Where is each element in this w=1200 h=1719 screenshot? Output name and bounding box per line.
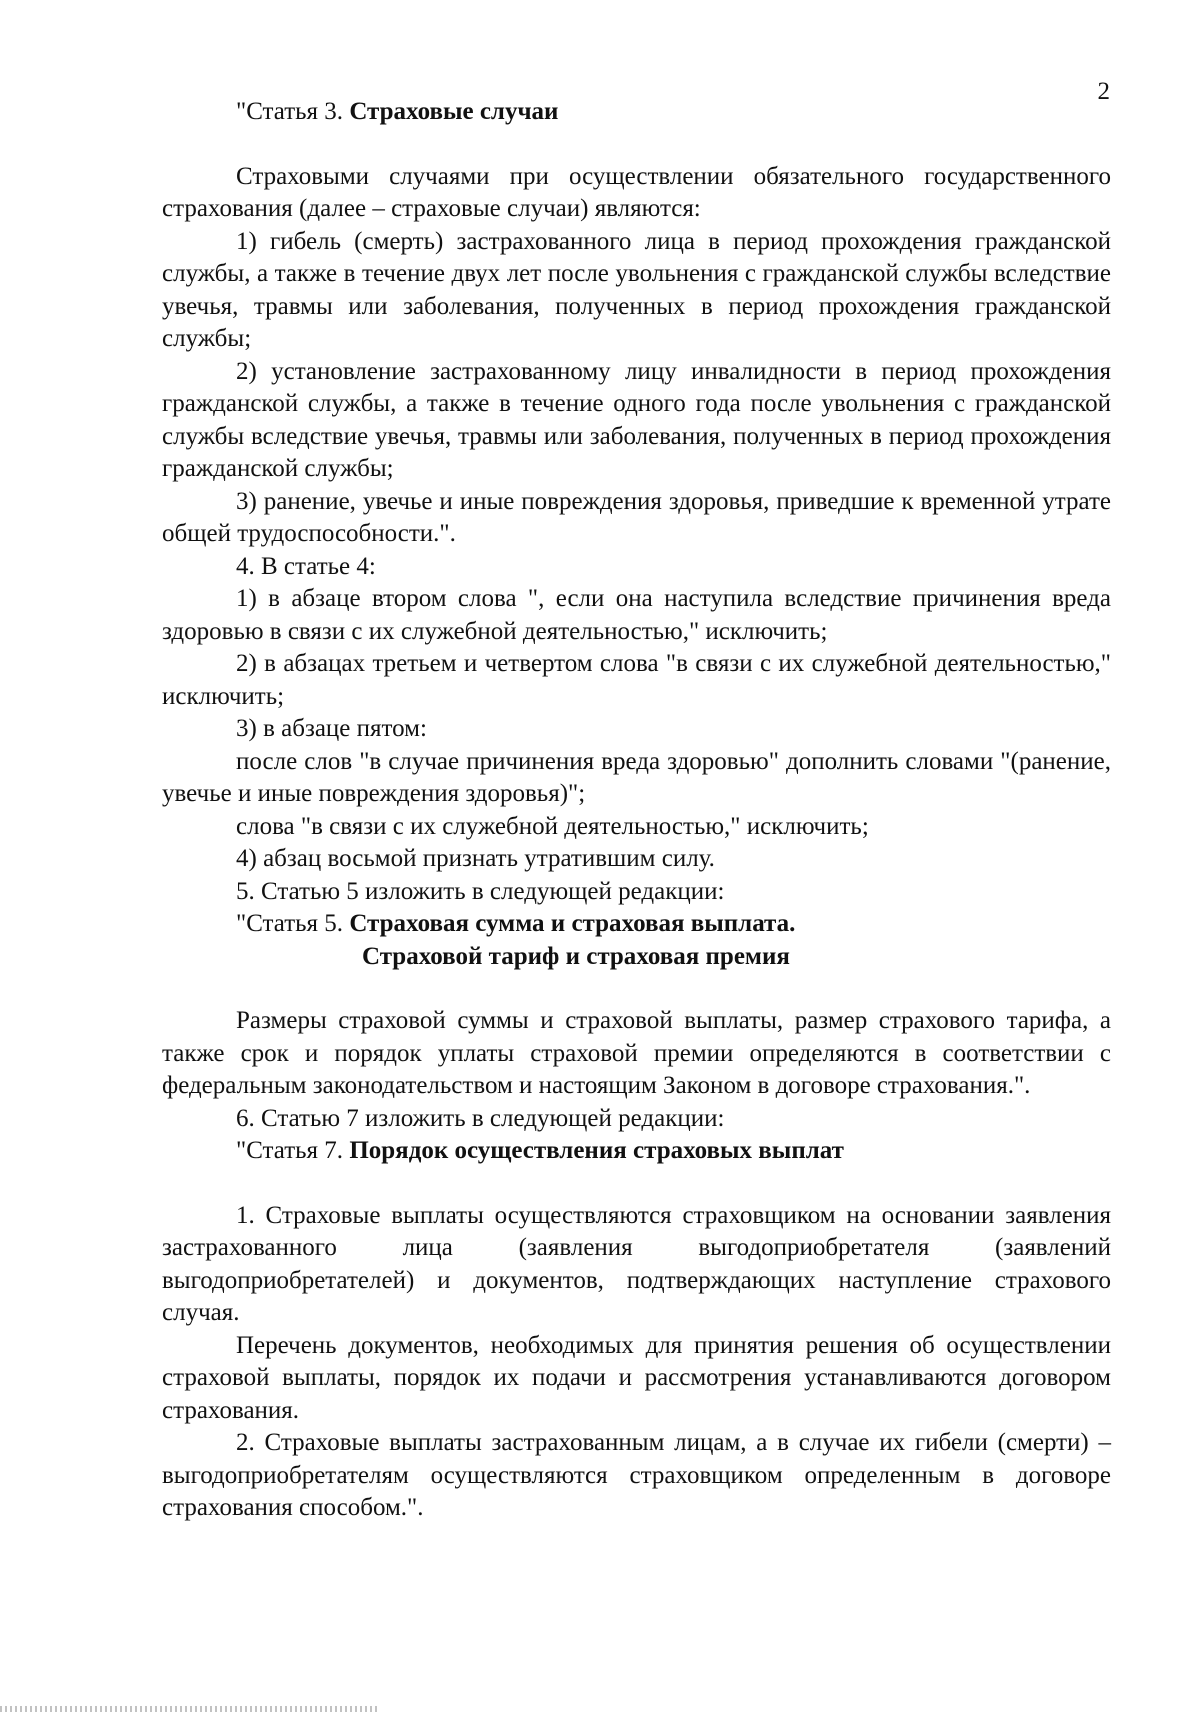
- amendment-4-item-3-sub-1: после слов "в случае причинения вреда здоровью" дополнить словами "(ранение, увечье и иные повреждения здоровья)";: [162, 747, 1111, 807]
- article-7-paragraph-3: 2. Страховые выплаты застрахованным лицам, а в случае их гибели (смерти) – выгодоприобретателям осуществляются страховщиком определенным в договоре страхования способом.".: [162, 1429, 1111, 1521]
- article-5-heading-title-line-1: Страховая сумма и страховая выплата.: [349, 910, 796, 937]
- article-3-intro: Страховыми случаями при осуществлении обязательного государственного страхования (далее – страховые случаи) являются:: [162, 162, 1111, 222]
- amendment-4-item-2: 2) в абзацах третьем и четвертом слова "в связи с их служебной деятельностью," исключить;: [162, 650, 1111, 710]
- amendment-4-lead: 4. В статье 4:: [236, 552, 376, 580]
- page-number: 2: [1097, 78, 1110, 105]
- article-3-heading-title: Страховые случаи: [349, 98, 559, 125]
- article-5-heading-title-line-2: Страховой тариф и страховая премия: [362, 942, 790, 970]
- article-3-heading: [162, 96, 1111, 129]
- article-3-heading-prefix: "Статья 3.: [236, 98, 350, 125]
- spacer: [162, 973, 1111, 1005]
- scan-edge-artifact: [0, 1706, 380, 1712]
- article-3-item-1: 1) гибель (смерть) застрахованного лица в период прохождения гражданской службы, а также в течение двух лет после увольнения с гражданской службы вследствие увечья, травмы или заболевания, полученных в период прохождения гражданской службы;: [162, 227, 1111, 352]
- article-7-heading: [162, 1135, 1111, 1168]
- amendment-4-item-1: 1) в абзаце втором слова ", если она наступила вследствие причинения вреда здоровью в связи с их служебной деятельностью," исключить;: [162, 585, 1111, 645]
- article-3-item-3: 3) ранение, увечье и иные повреждения здоровья, приведшие к временной утрате общей трудоспособности.".: [162, 487, 1111, 547]
- article-7-heading-title: Порядок осуществления страховых выплат: [349, 1137, 844, 1164]
- amendment-5-lead: 5. Статью 5 изложить в следующей редакции:: [236, 877, 725, 905]
- article-7-paragraph-1: 1. Страховые выплаты осуществляются страховщиком на основании заявления застрахованного лица (заявления выгодоприобретателя (заявлений выгодоприобретателей) и документов, подтверждающих наступление страхового случая.: [162, 1201, 1111, 1326]
- spacer: [162, 1168, 1111, 1200]
- document-body: [162, 96, 1111, 1525]
- article-3-item-2: 2) установление застрахованному лицу инвалидности в период прохождения гражданской службы, а также в течение одного года после увольнения с гражданской службы вследствие увечья, травмы или заболевания, полученных в период прохождения гражданской службы;: [162, 357, 1111, 482]
- article-7-heading-prefix: "Статья 7.: [236, 1137, 350, 1164]
- article-5-body: Размеры страховой суммы и страховой выплаты, размер страхового тарифа, а также срок и порядок уплаты страховой премии определяются в соответствии с федеральным законодательством и настоящим Законом в договоре страхования.".: [162, 1007, 1111, 1099]
- article-5-heading-prefix: "Статья 5.: [236, 910, 350, 937]
- article-5-heading: [162, 908, 1111, 941]
- amendment-4-item-3: 3) в абзаце пятом:: [236, 715, 427, 742]
- amendment-6-lead: 6. Статью 7 изложить в следующей редакции:: [236, 1104, 725, 1132]
- amendment-4-item-3-sub-2: слова "в связи с их служебной деятельностью," исключить;: [236, 812, 869, 840]
- spacer: [162, 129, 1111, 161]
- article-7-paragraph-2: Перечень документов, необходимых для принятия решения об осуществлении страховой выплаты, порядок их подачи и рассмотрения устанавливаются договором страхования.: [162, 1331, 1111, 1424]
- amendment-4-item-4: 4) абзац восьмой признать утратившим силу.: [236, 845, 715, 872]
